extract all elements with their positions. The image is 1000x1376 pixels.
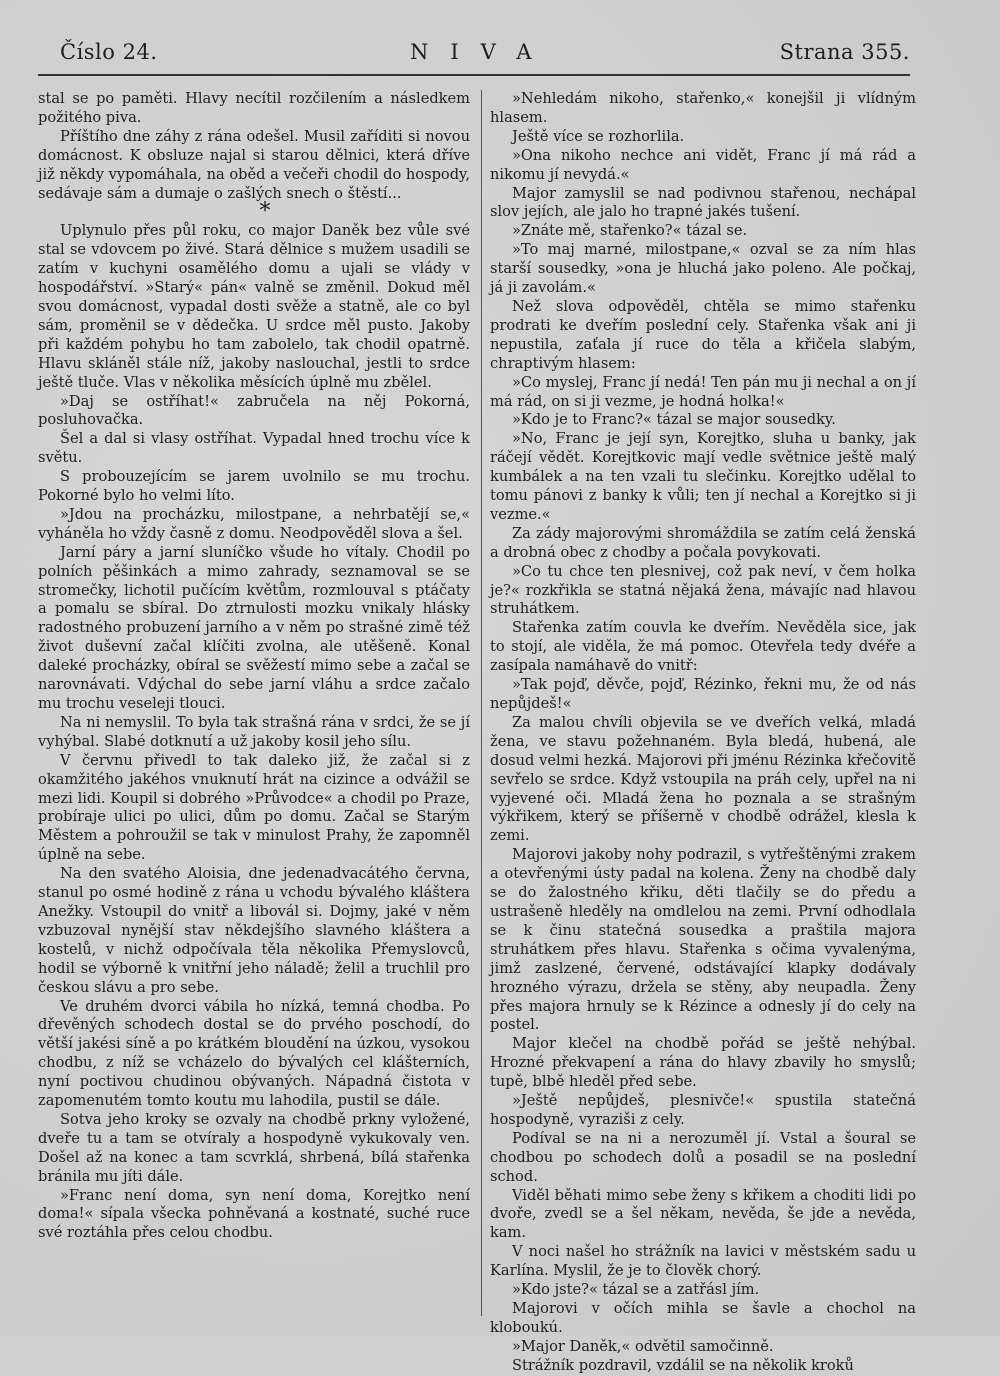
paragraph: »Major Daněk,« odvětil samočinně. (512, 1337, 774, 1355)
paragraph: »To maj marné, milostpane,« ozval se za ním hlas starší sousedky, »ona je hluchá jako poleno. Ale počkaj, já ji zavolám.« (490, 241, 916, 297)
column-divider (481, 90, 482, 1316)
paragraph: Sotva jeho kroky se ozvaly na chodbě prkny vyložené, dveře tu a tam se otvíraly a hospodyně vykukovaly ven. Došel až na konec a tam scvrklá, shrbená, bílá stařenka bránila mu jíti dále. (38, 1110, 470, 1185)
paragraph: Strážník pozdravil, vzdálil se na několik kroků (512, 1356, 854, 1374)
paragraph: »No, Franc je její syn, Korejtko, sluha u banky, jak ráčejí vědět. Korejtkovic mají vedle světnice ještě malý kumbálek a na ten vzali tu slečinku. Korejtko udělal to tomu pánovi z banky k vůli; ten jí nechal a Korejtko si ji vezme.« (490, 430, 916, 523)
paragraph: Za zády majorovými shromáždila se zatím celá ženská a drobná obec z chodby a počala povykovati. (490, 524, 916, 561)
paragraph: Šel a dal si vlasy ostříhat. Vypadal hned trochu více k světu. (38, 430, 470, 467)
header-rule (38, 74, 910, 76)
paragraph: »Tak pojď, děvče, pojď, Rézinko, řekni mu, že od nás nepůjdeš!« (490, 676, 916, 712)
paragraph: Viděl běhati mimo sebe ženy s křikem a choditi lidi po dvoře, zvedl se a šel někam, nevěda, še jde a nevěda, kam. (490, 1186, 916, 1242)
paragraph: Na den svatého Aloisia, dne jedenadvacátého června, stanul po osmé hodině z rána u vchodu bývalého kláštera Anežky. Vstoupil do vnitř a libovál si. Dojmy, jaké v něm vzbuzoval nynější stav někdejšího slavného kláštera a kostelů, v nichž odpočívala těla několika Přemyslovců, hodil se výborně k vnitřní jeho náladě; želil a truchlil pro českou slávu a pro sebe. (38, 865, 470, 996)
paragraph: Podíval se na ni a nerozuměl jí. Vstal a šoural se chodbou po schodech dolů a posadil se na poslední schod. (490, 1129, 916, 1185)
paragraph: Na ni nemyslil. To byla tak strašná rána v srdci, že se jí vyhýbal. Slabé dotknutí a už jakoby kosil jeho sílu. (38, 713, 470, 750)
paragraph: »Nehledám nikoho, stařenko,« konejšil ji vlídným hlasem. (490, 90, 916, 126)
paragraph: Příštího dne záhy z rána odešel. Musil zaříditi si novou domácnost. K obsluze najal si starou dělnici, která dříve již někdy vypomáhala, na oběd a večeři chodil do hospody, sedávaje sám a dumaje o zašlých snech o štěstí... (38, 127, 470, 202)
paragraph: Uplynulo přes půl roku, co major Daněk bez vůle své stal se vdovcem po živé. Stará dělnice s mužem usadili se zatím v kuchyni osamělého domu a ujali se vlády v hospodářství. »Starý« pán« valně se změnil. Dokud měl svou domácnost, vypadal dosti svěže a statně, ale co byl sám, proměnil se v dědečka. U srdce měl pusto. Jakoby při každém pohybu ho tam zabolelo, tak chodil opatrně. Hlavu skláněl stále níž, jakoby naslouchal, jestli to srdce ještě tluče. Vlas v několika měsících úplně mu zbělel. (38, 222, 470, 391)
paragraph: stal se po paměti. Hlavy necítil rozčilením a následkem požitého piva. (38, 90, 470, 126)
paragraph: Stařenka zatím couvla ke dveřím. Nevěděla sice, jak to stojí, ale viděla, že má pomoc. Otevřela tedy dvéře a zasípala namáhavě do vnitř: (490, 619, 916, 675)
right-column (490, 90, 916, 1374)
paragraph: »Kdo jste?« tázal se a zatřásl jím. (512, 1281, 760, 1299)
paragraph: Ještě více se rozhorlila. (512, 127, 685, 145)
paragraph: »Franc není doma, syn není doma, Korejtko není doma!« sípala všecka pohněvaná a kostnaté, suché ruce své roztáhla přes celou chodbu. (38, 1186, 470, 1242)
paragraph: Majorovi jakoby nohy podrazil, s vytřeštěnými zrakem a otevřenými ústy padal na kolena. Ženy na chodbě daly se do žalostného křiku, děti tlačily se do předu a ustrašeně hleděly na omdlelou na zemi. První odhodlala se k činu statečná sousedka a praštila majora struhátkem přes hlavu. Stařenka s očima vyvalenýma, jimž zaslzené, červené, odstávající klapky dodávaly hrozného výrazu, držela se stěny, aby neupadla. Ženy přes majora hrnuly se k Rézince a odnesly jí do cely na postel. (490, 846, 916, 1034)
page-header (60, 40, 910, 74)
paragraph: »Co myslej, Franc jí nedá! Ten pán mu ji nechal a on jí má rád, on si ji vezme, je hodná holka!« (490, 373, 916, 410)
paragraph: »Ona nikoho nechce ani vidět, Franc jí má rád a nikomu jí nevydá.« (490, 146, 916, 183)
paragraph: »Jdou na procházku, milostpane, a nehrbatějí se,« vyháněla ho vždy časně z domu. Neodpověděl slova a šel. (38, 505, 470, 542)
paragraph: Major zamyslil se nad podivnou stařenou, nechápal slov jejích, ale jalo ho trapné jakés tušení. (490, 184, 916, 221)
paragraph: Jarní páry a jarní sluníčko všude ho vítaly. Chodil po polních pěšinkách a mimo zahrady, seznamoval se se stromečky, lichotil pučícím květům, rozmlouval s ptáčaty a pomalu se sbíral. Do ztrnulosti mozku vnikaly hlásky radostného probuzení jarního a v něm po strašné zimě též život duševní začal klíčiti zvolna, ale utěšeně. Konal daleké procházky, obíral se svěžestí mimo sebe a začal se narovnávati. Vdýchal do sebe jarní vláhu a srdce začalo mu trochu veseleji tlouci. (38, 543, 470, 712)
left-column (38, 90, 470, 1318)
paragraph: V červnu přivedl to tak daleko již, že začal si z okamžitého jakéhos vnuknutí hrát na cizince a odvážil se mezi lidi. Koupil si dobrého »Průvodce« a chodil po Praze, probíraje ulici po ulici, dům po domu. Začal se Starým Městem a pohroužil se tak v minulost Prahy, že zapomněl úplně na sebe. (38, 751, 470, 864)
issue-number: Číslo 24. (60, 40, 158, 64)
paragraph: S probouzejícím se jarem uvolnilo se mu trochu. Pokorné bylo ho velmi líto. (38, 468, 470, 505)
paragraph: V noci našel ho strážník na lavici v městském sadu u Karlína. Myslil, že je to člověk chorý. (490, 1243, 916, 1280)
paragraph: Ve druhém dvorci vábila ho nízká, temná chodba. Po dřevěných schodech dostal se do prvého poschodí, do větší jakési síně a po krátkém bloudění na úzkou, vysokou chodbu, z níž se vcházelo do bývalých cel klášterních, nyní poctivou chudinou obývaných. Nápadná čistota v zapomenutém tomto koutu mu lahodila, pustil se dále. (38, 997, 470, 1110)
paragraph: »Kdo je to Franc?« tázal se major sousedky. (512, 411, 836, 429)
page-number: Strana 355. (779, 40, 910, 64)
section-separator: * (259, 199, 271, 225)
paragraph: Major klečel na chodbě pořád se ještě nehýbal. Hrozné překvapení a rána do hlavy zbavily ho smyslů; tupě, blbě hleděl před sebe. (490, 1035, 916, 1091)
periodical-title: NIVA (410, 40, 554, 64)
paragraph: Za malou chvíli objevila se ve dveřích velká, mladá žena, ve stavu požehnaném. Byla bledá, hubená, ale dosud velmi hezká. Majorovi při jménu Rézinka křečovitě sevřelo se srdce. Když vstoupila na práh cely, upřel na ni vyjevené oči. Mladá žena ho poznala a se strašným výkřikem, který se příšerně v chodbě odrážel, klesla k zemi. (490, 713, 916, 845)
paragraph: »Znáte mě, stařenko?« tázal se. (512, 222, 748, 240)
paragraph: »Ještě nepůjdeš, plesnivče!« spustila statečná hospodyně, vyraziši z cely. (490, 1092, 916, 1128)
paragraph: Než slova odpověděl, chtěla se mimo stařenku prodrati ke dveřím poslední cely. Stařenka však ani ji nepustila, zaťala jí ruce do těla a křičela slabým, chraptivým hlasem: (490, 297, 916, 372)
paragraph: »Co tu chce ten plesnivej, což pak neví, v čem holka je?« rozkřikla se statná nějaká žena, mávajíc nad hlavou struhátkem. (490, 562, 916, 618)
paragraph: »Daj se ostříhat!« zabručela na něj Pokorná, posluhovačka. (38, 392, 470, 429)
paragraph: Majorovi v očích mihla se šavle a chochol na kloboukú. (490, 1300, 916, 1336)
